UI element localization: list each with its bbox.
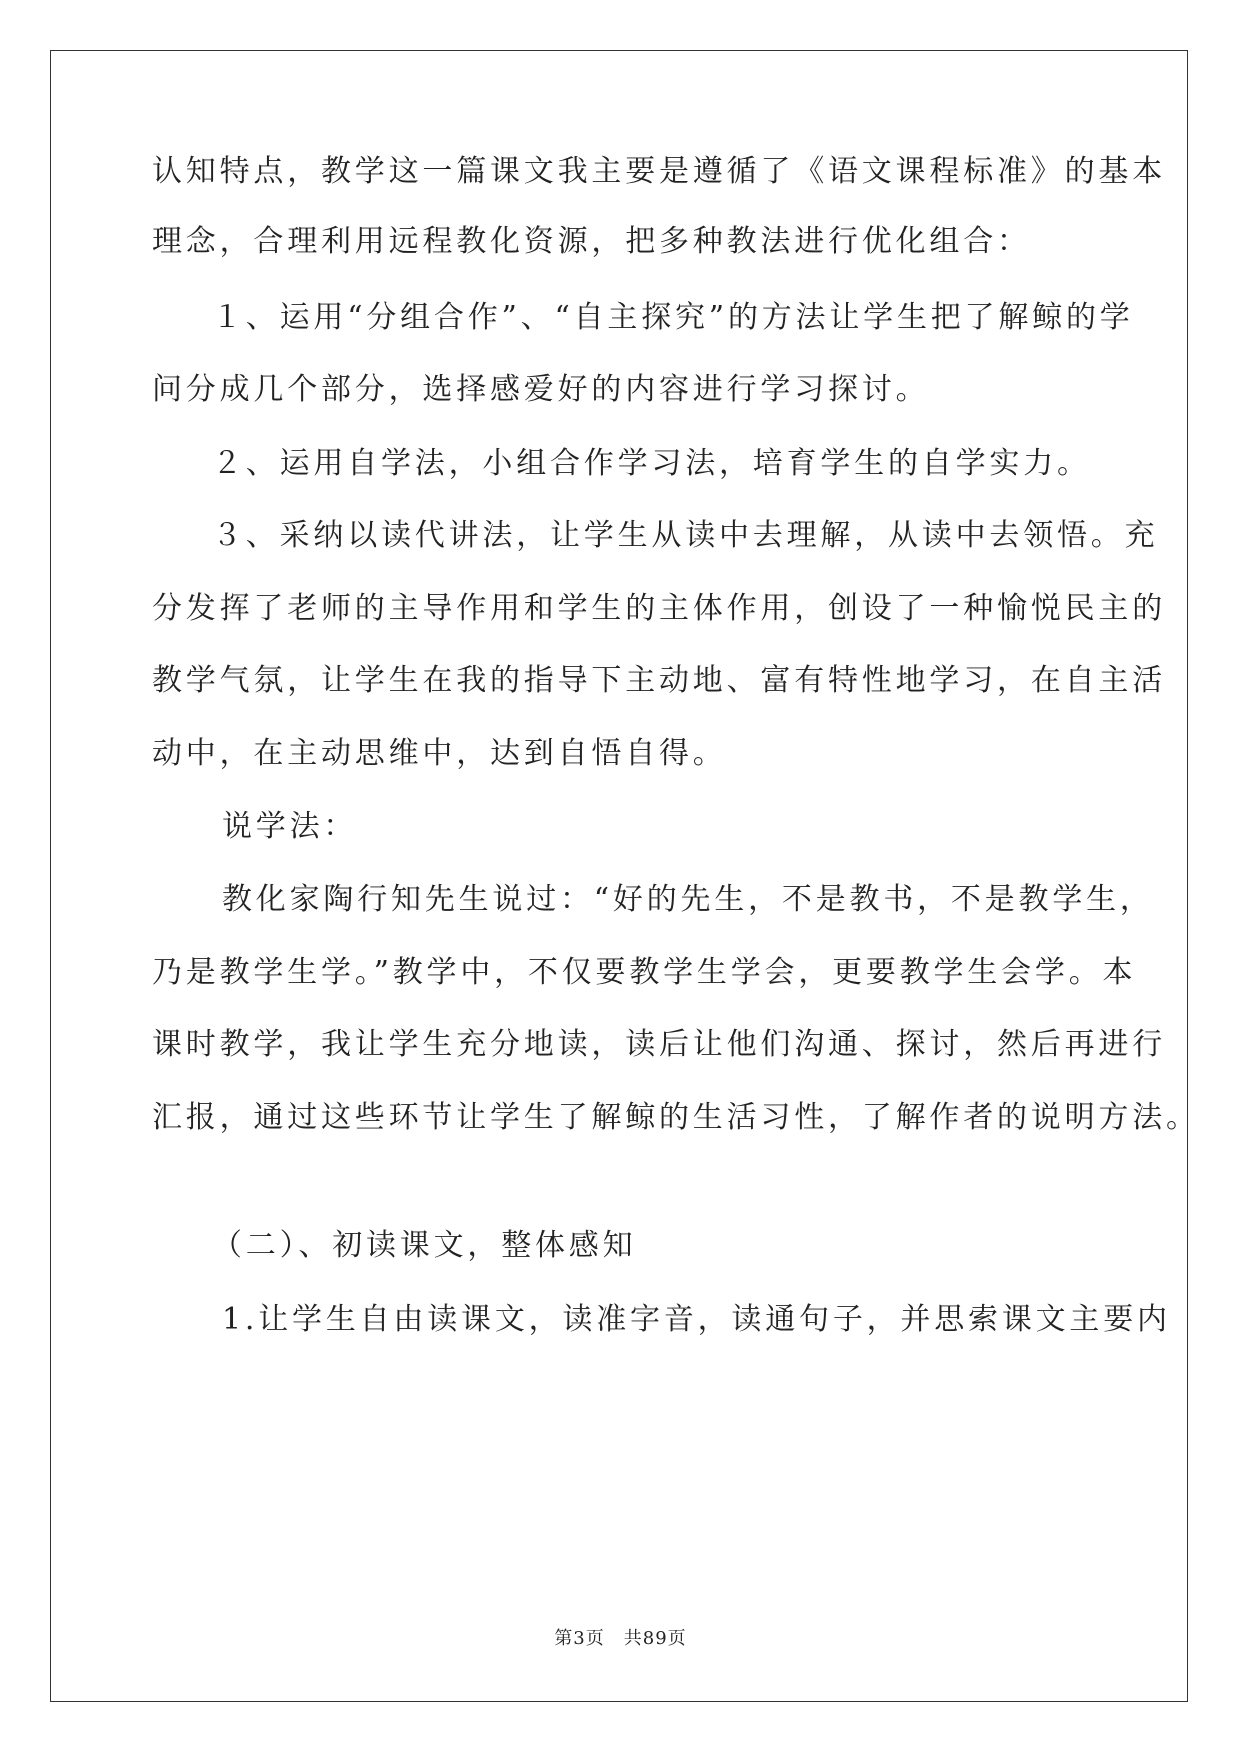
body-line-6: ３、采纳以读代讲法，让学生从读中去理解，从读中去领悟。充	[212, 518, 1159, 553]
page-number-footer: 第3页 共89页	[554, 1628, 687, 1649]
body-line-12: 乃是教学生学。”教学中，不仅要教学生学会，更要教学生会学。本	[152, 955, 1137, 990]
body-line-14: 汇报，通过这些环节让学生了解鲸的生活习性，了解作者的说明方法。	[152, 1100, 1200, 1135]
body-line-5: ２、运用自学法，小组合作学习法，培育学生的自学实力。	[212, 446, 1091, 481]
section-heading-first-reading: （二）、初读课文，整体感知	[212, 1228, 637, 1263]
section-heading-study-method: 说学法：	[222, 809, 358, 844]
body-line-4: 问分成几个部分，选择感爱好的内容进行学习探讨。	[152, 372, 930, 407]
body-line-8: 教学气氛，让学生在我的指导下主动地、富有特性地学习，在自主活	[152, 663, 1166, 698]
body-line-3: １、运用“分组合作”、“自主探究”的方法让学生把了解鲸的学	[212, 300, 1134, 335]
body-line-2: 理念，合理利用远程教化资源，把多种教法进行优化组合：	[152, 224, 1031, 259]
body-line-11: 教化家陶行知先生说过：“好的先生，不是教书，不是教学生，	[222, 882, 1154, 917]
body-line-1: 认知特点，教学这一篇课文我主要是遵循了《语文课程标准》的基本	[152, 154, 1166, 189]
body-line-13: 课时教学，我让学生充分地读，读后让他们沟通、探讨，然后再进行	[152, 1027, 1166, 1062]
body-line-7: 分发挥了老师的主导作用和学生的主体作用，创设了一种愉悦民主的	[152, 591, 1166, 626]
body-line-16: 1.让学生自由读课文，读准字音，读通句子，并思索课文主要内	[222, 1302, 1171, 1337]
body-line-9: 动中，在主动思维中，达到自悟自得。	[152, 736, 727, 771]
